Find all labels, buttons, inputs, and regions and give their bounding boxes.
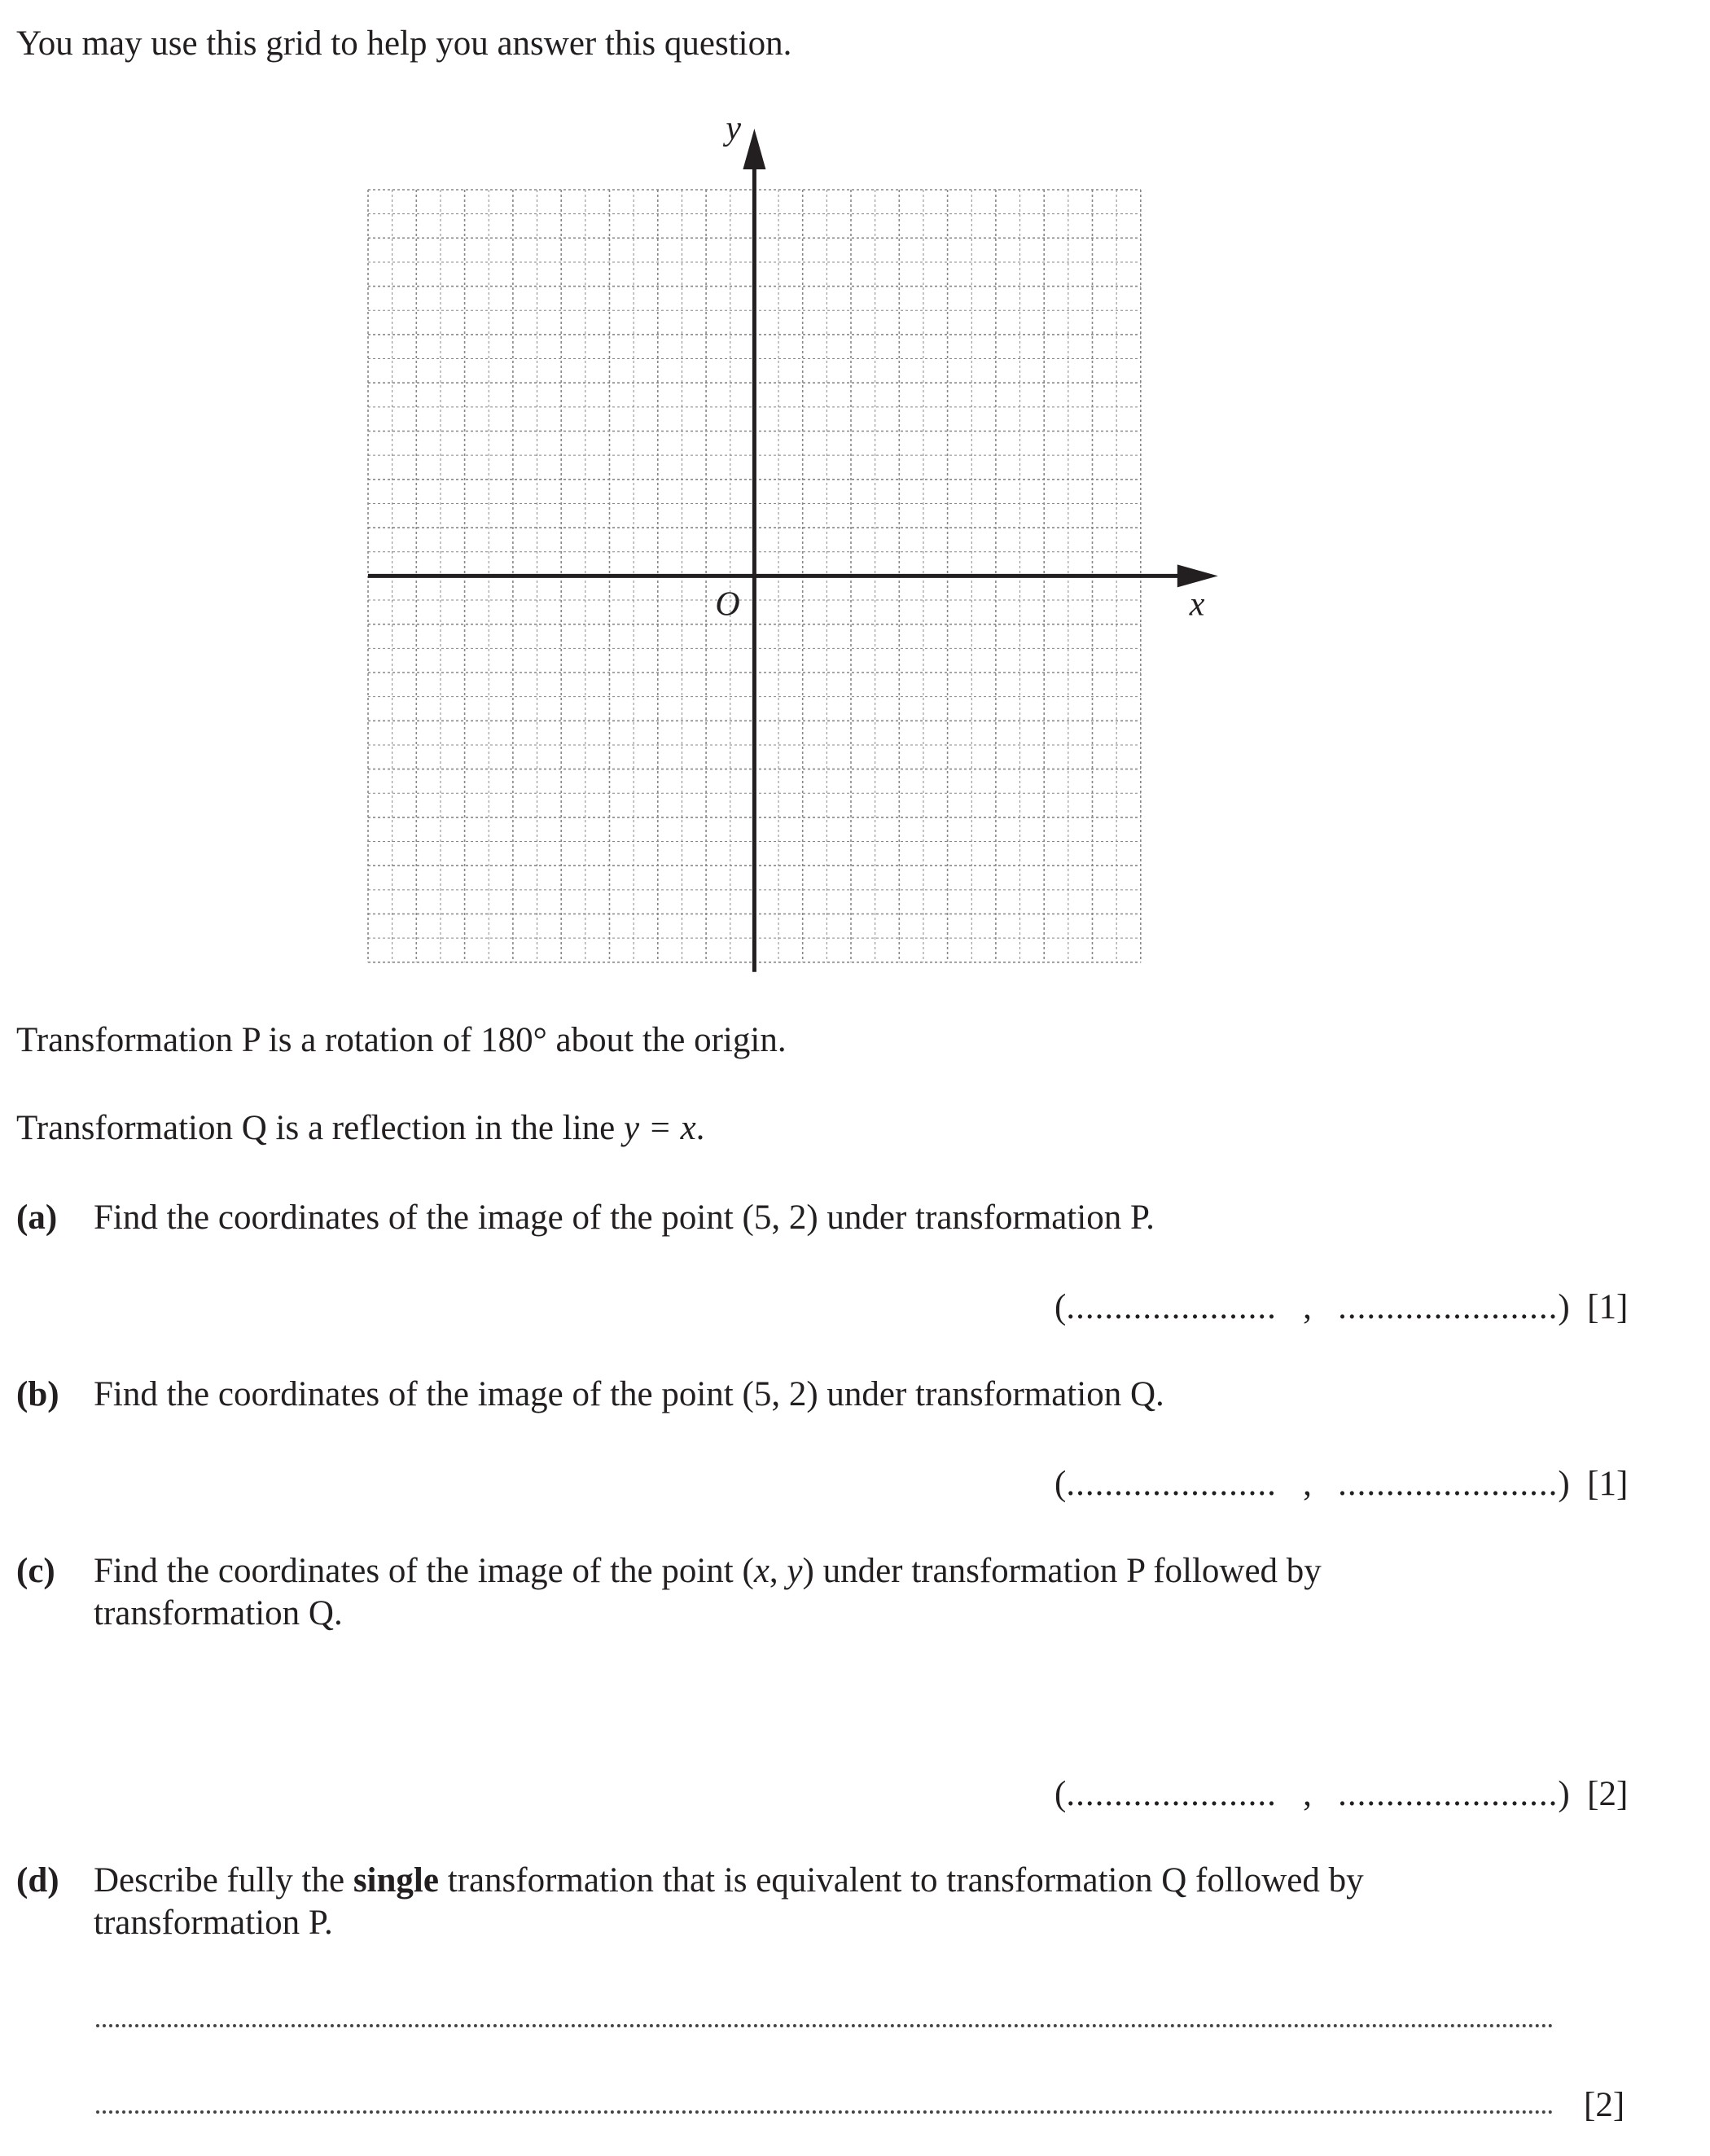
question-d-text-line2: transformation P.: [94, 1904, 333, 1942]
answer-close-paren: ): [1558, 1465, 1570, 1503]
question-c-text-line2: transformation Q.: [94, 1594, 343, 1632]
answer-y-dots[interactable]: .......................: [1338, 1775, 1559, 1813]
answer-open-paren: (: [1054, 1288, 1067, 1326]
answer-close-paren: ): [1558, 1288, 1570, 1326]
answer-comma: ,: [1303, 1288, 1312, 1326]
statement-q-equation: y = x: [623, 1109, 696, 1147]
answer-writing-line-1[interactable]: [96, 2024, 1554, 2027]
answer-writing-line-2[interactable]: [96, 2110, 1554, 2114]
question-c-sep: ,: [769, 1552, 787, 1590]
question-d-text-post: transformation that is equivalent to transformation Q followed by: [438, 1861, 1364, 1900]
question-a-answer-line[interactable]: [1054, 1286, 1628, 1329]
question-c-text-pre: Find the coordinates of the image of the point (: [94, 1552, 754, 1590]
statement-q-end: .: [695, 1109, 705, 1147]
statement-q-text: Transformation Q is a reflection in the line: [16, 1109, 624, 1147]
marks-badge: [1]: [1587, 1288, 1629, 1326]
answer-comma: ,: [1303, 1465, 1312, 1503]
question-b-text: Find the coordinates of the image of the point (5, 2) under transformation Q.: [94, 1375, 1164, 1413]
statement-p: Transformation P is a rotation of 180° about the origin.: [16, 1021, 787, 1059]
question-c-var-x: x: [753, 1552, 770, 1590]
marks-badge: [1]: [1587, 1465, 1629, 1503]
x-axis-arrow-icon: [1177, 564, 1218, 587]
origin-label: O: [715, 585, 740, 624]
coordinate-grid: [0, 0, 1710, 977]
question-a-text: Find the coordinates of the image of the point (5, 2) under transformation P.: [94, 1199, 1155, 1237]
y-axis-label: y: [726, 110, 742, 147]
x-axis-label: x: [1189, 585, 1205, 624]
question-d-label: (d): [16, 1861, 59, 1900]
question-c-answer-line[interactable]: [1054, 1773, 1628, 1816]
question-c-text: [94, 1550, 1322, 1635]
answer-y-dots[interactable]: .......................: [1338, 1288, 1559, 1326]
question-d-text-bold: single: [353, 1861, 439, 1900]
answer-close-paren: ): [1558, 1775, 1570, 1813]
question-d-text-pre: Describe fully the: [94, 1861, 353, 1900]
question-b-label: (b): [16, 1375, 59, 1413]
answer-comma: ,: [1303, 1775, 1312, 1813]
question-d-marks: [2]: [1584, 2086, 1625, 2124]
question-c-text-post: ) under transformation P followed by: [802, 1552, 1322, 1590]
answer-x-dots[interactable]: ......................: [1066, 1775, 1277, 1813]
answer-x-dots[interactable]: ......................: [1066, 1288, 1277, 1326]
intro-text: You may use this grid to help you answer this question.: [16, 24, 792, 63]
statement-q: [16, 1107, 704, 1150]
answer-open-paren: (: [1054, 1775, 1067, 1813]
answer-x-dots[interactable]: ......................: [1066, 1465, 1277, 1503]
question-a-label: (a): [16, 1199, 58, 1237]
question-b-answer-line[interactable]: [1054, 1463, 1628, 1505]
question-c-label: (c): [16, 1552, 55, 1590]
marks-badge: [2]: [1587, 1775, 1629, 1813]
question-c-var-y: y: [787, 1552, 803, 1590]
y-axis-arrow-icon: [743, 129, 765, 169]
answer-open-paren: (: [1054, 1465, 1067, 1503]
answer-y-dots[interactable]: .......................: [1338, 1465, 1559, 1503]
question-d-text: [94, 1860, 1364, 1944]
